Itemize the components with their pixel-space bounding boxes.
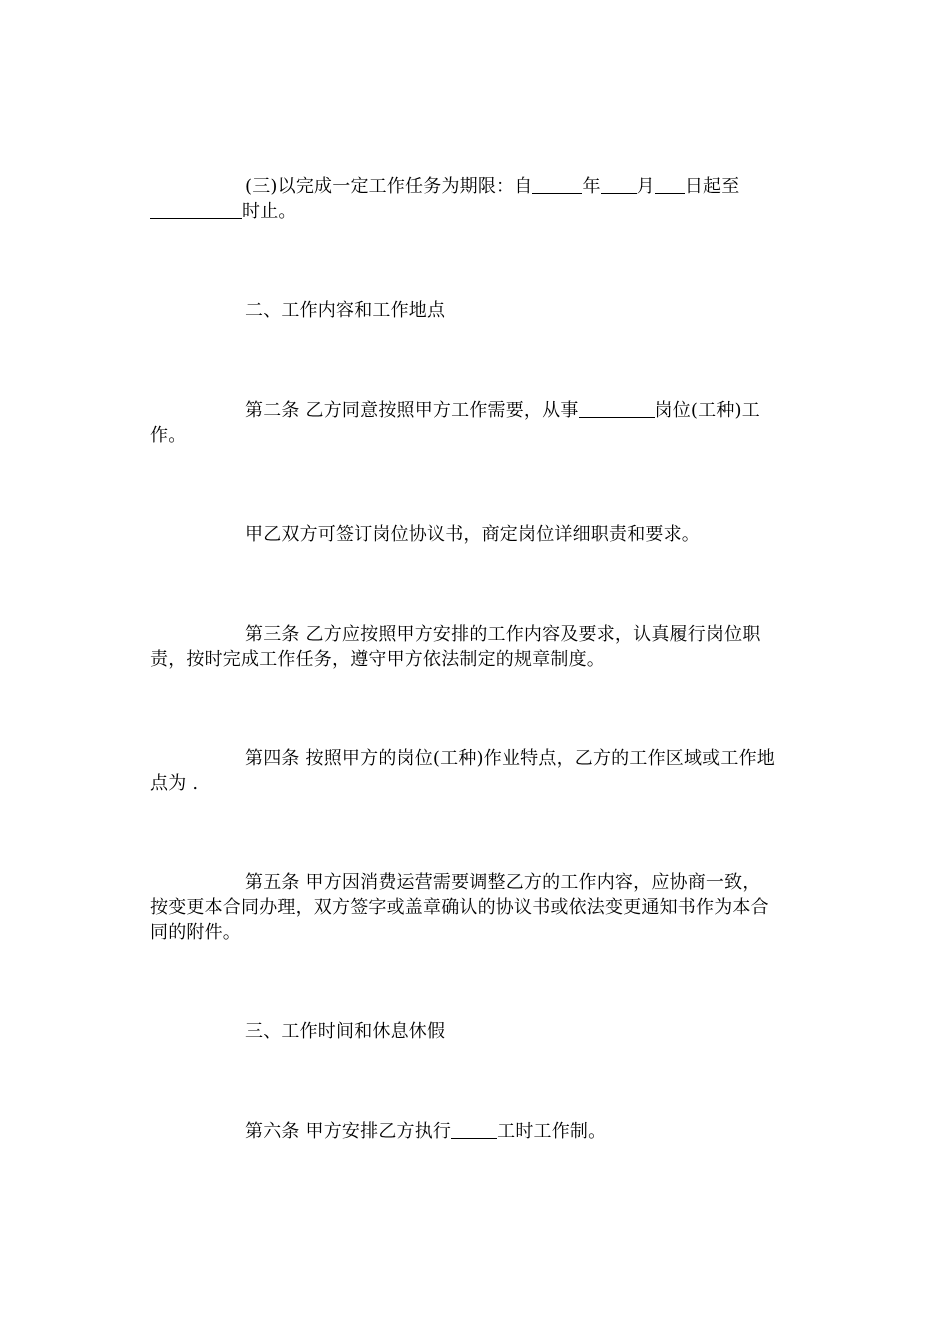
fill-blank-month <box>601 175 637 194</box>
clause-article-6 <box>150 1119 800 1144</box>
text-line <box>150 398 800 423</box>
text-segment: (三)以完成一定工作任务为期限：自 <box>245 176 533 197</box>
section-heading-work-hours <box>150 1019 800 1044</box>
text-segment: 年 <box>582 176 601 197</box>
text-segment: 月 <box>636 176 655 197</box>
text-line: 责，按时完成工作任务，遵守甲方依法制定的规章制度。 <box>150 649 605 670</box>
text-line: 第四条 按照甲方的岗位(工种)作业特点，乙方的工作区域或工作地 <box>245 748 775 769</box>
clause-article-5 <box>150 870 800 945</box>
text-line: 按变更本合同办理，双方签字或盖章确认的协议书或依法变更通知书作为本合 <box>150 897 769 918</box>
text-line <box>150 174 800 199</box>
heading-text: 二、工作内容和工作地点 <box>245 300 446 321</box>
text-line: 第三条 乙方应按照甲方安排的工作内容及要求，认真履行岗位职 <box>245 624 761 645</box>
text-segment: 时止。 <box>242 201 297 222</box>
text-line <box>150 1119 800 1144</box>
fill-blank-position <box>579 399 655 418</box>
clause-article-4 <box>150 746 800 796</box>
heading-text: 三、工作时间和休息休假 <box>245 1021 446 1042</box>
clause-article-3 <box>150 622 800 672</box>
clause-article-2 <box>150 398 800 448</box>
text-line: 点为 . <box>150 773 199 794</box>
clause-position-agreement <box>150 522 800 547</box>
text-line: 作。 <box>150 425 187 446</box>
fill-blank-hours-system <box>451 1120 497 1139</box>
fill-blank-year <box>532 175 582 194</box>
text-segment: 第二条 乙方同意按照甲方工作需要，从事 <box>245 400 579 421</box>
text-segment: 日起至 <box>684 176 740 197</box>
fill-blank-day <box>655 175 685 194</box>
text-segment: 岗位(工种)工 <box>654 400 760 421</box>
text-segment: 工时工作制。 <box>497 1121 607 1142</box>
text-line: 同的附件。 <box>150 922 241 943</box>
section-heading-work-content <box>150 298 800 323</box>
text-line <box>150 199 800 224</box>
text-line: 第五条 甲方因消费运营需要调整乙方的工作内容，应协商一致， <box>245 872 761 893</box>
fill-blank-end-time <box>150 200 242 219</box>
text-line: 甲乙双方可签订岗位协议书，商定岗位详细职责和要求。 <box>245 524 700 545</box>
text-segment: 第六条 甲方安排乙方执行 <box>245 1121 452 1142</box>
clause-term-by-task <box>150 174 800 224</box>
